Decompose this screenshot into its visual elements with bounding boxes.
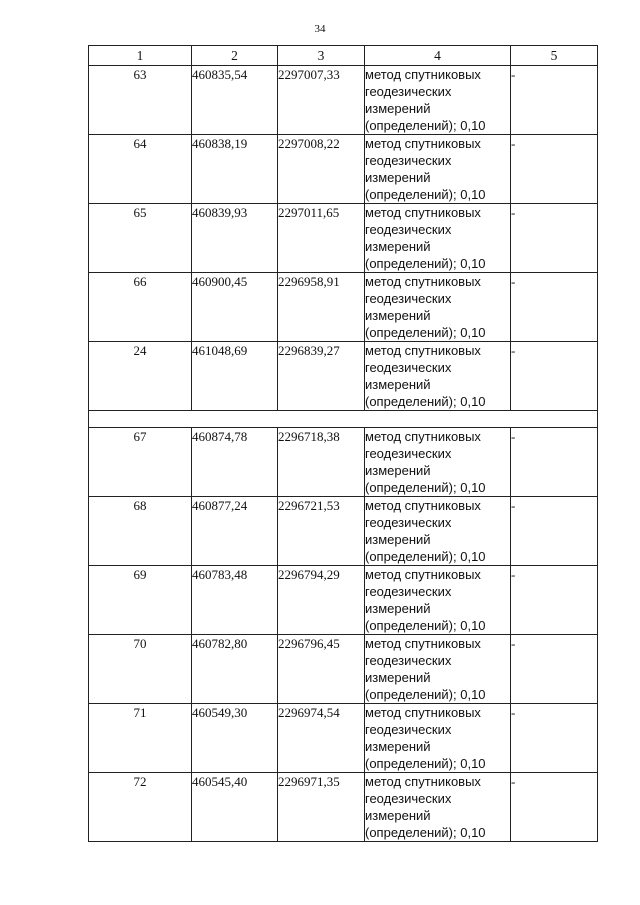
method-text-line: метод спутниковых (365, 343, 481, 358)
method-text-line: (определений); 0,10 (365, 756, 486, 771)
point-number-cell: 67 (89, 428, 192, 497)
method-text-line: геодезических (365, 653, 452, 668)
method-text-line: измерений (365, 739, 431, 754)
method-text-line: (определений); 0,10 (365, 549, 486, 564)
method-text-line: измерений (365, 808, 431, 823)
method-text-line: метод спутниковых (365, 429, 481, 444)
method-text-line: геодезических (365, 584, 452, 599)
method-text-line: измерений (365, 377, 431, 392)
x-coordinate-cell: 460874,78 (192, 428, 278, 497)
point-number-cell: 65 (89, 204, 192, 273)
y-coordinate-cell: 2296718,38 (278, 428, 365, 497)
y-coordinate-cell: 2296794,29 (278, 566, 365, 635)
method-text-line: (определений); 0,10 (365, 394, 486, 409)
x-coordinate-cell: 460835,54 (192, 66, 278, 135)
group-separator-cell (89, 411, 598, 428)
header-col-2: 2 (192, 46, 278, 66)
method-text-line: геодезических (365, 222, 452, 237)
y-coordinate-cell: 2297007,33 (278, 66, 365, 135)
x-coordinate-cell: 460783,48 (192, 566, 278, 635)
y-coordinate-cell: 2297011,65 (278, 204, 365, 273)
method-text-line: метод спутниковых (365, 567, 481, 582)
method-text-line: измерений (365, 101, 431, 116)
method-cell (365, 773, 511, 842)
y-coordinate-cell: 2296839,27 (278, 342, 365, 411)
method-text-line: измерений (365, 239, 431, 254)
method-text-line: (определений); 0,10 (365, 687, 486, 702)
note-cell: - (511, 428, 598, 497)
method-text-line: геодезических (365, 360, 452, 375)
table-row (89, 66, 598, 135)
method-text-line: измерений (365, 308, 431, 323)
method-cell (365, 704, 511, 773)
method-text-line: геодезических (365, 515, 452, 530)
table-row (89, 273, 598, 342)
note-cell: - (511, 566, 598, 635)
x-coordinate-cell: 460877,24 (192, 497, 278, 566)
method-text-line: геодезических (365, 291, 452, 306)
x-coordinate-cell: 460545,40 (192, 773, 278, 842)
note-cell: - (511, 342, 598, 411)
y-coordinate-cell: 2296721,53 (278, 497, 365, 566)
point-number-cell: 24 (89, 342, 192, 411)
header-col-3: 3 (278, 46, 365, 66)
note-cell: - (511, 204, 598, 273)
table-row (89, 704, 598, 773)
table-row (89, 135, 598, 204)
x-coordinate-cell: 460549,30 (192, 704, 278, 773)
y-coordinate-cell: 2296974,54 (278, 704, 365, 773)
method-text-line: измерений (365, 670, 431, 685)
table-header (89, 46, 598, 66)
x-coordinate-cell: 461048,69 (192, 342, 278, 411)
point-number-cell: 66 (89, 273, 192, 342)
x-coordinate-cell: 460900,45 (192, 273, 278, 342)
y-coordinate-cell: 2296796,45 (278, 635, 365, 704)
method-text-line: (определений); 0,10 (365, 325, 486, 340)
method-text-line: метод спутниковых (365, 498, 481, 513)
method-cell (365, 428, 511, 497)
x-coordinate-cell: 460782,80 (192, 635, 278, 704)
method-text-line: измерений (365, 463, 431, 478)
method-text-line: (определений); 0,10 (365, 256, 486, 271)
method-cell (365, 635, 511, 704)
note-cell: - (511, 773, 598, 842)
table-row (89, 497, 598, 566)
method-text-line: (определений); 0,10 (365, 118, 486, 133)
method-text-line: (определений); 0,10 (365, 187, 486, 202)
coordinates-table (88, 45, 598, 842)
method-text-line: метод спутниковых (365, 136, 481, 151)
note-cell: - (511, 704, 598, 773)
method-cell (365, 566, 511, 635)
method-text-line: геодезических (365, 153, 452, 168)
header-row (89, 46, 598, 66)
group-separator-row (89, 411, 598, 428)
table-row (89, 635, 598, 704)
header-col-4: 4 (365, 46, 511, 66)
y-coordinate-cell: 2296971,35 (278, 773, 365, 842)
header-col-5: 5 (511, 46, 598, 66)
point-number-cell: 68 (89, 497, 192, 566)
method-cell (365, 273, 511, 342)
method-text-line: измерений (365, 532, 431, 547)
point-number-cell: 71 (89, 704, 192, 773)
method-cell (365, 497, 511, 566)
table-row (89, 566, 598, 635)
point-number-cell: 70 (89, 635, 192, 704)
y-coordinate-cell: 2297008,22 (278, 135, 365, 204)
method-text-line: метод спутниковых (365, 705, 481, 720)
method-text-line: геодезических (365, 722, 452, 737)
method-text-line: (определений); 0,10 (365, 618, 486, 633)
table-row (89, 773, 598, 842)
x-coordinate-cell: 460839,93 (192, 204, 278, 273)
page-number: 34 (314, 23, 326, 35)
point-number-cell: 63 (89, 66, 192, 135)
table-body (89, 66, 598, 842)
method-text-line: геодезических (365, 791, 452, 806)
note-cell: - (511, 497, 598, 566)
method-cell (365, 342, 511, 411)
method-text-line: метод спутниковых (365, 205, 481, 220)
method-cell (365, 204, 511, 273)
x-coordinate-cell: 460838,19 (192, 135, 278, 204)
point-number-cell: 72 (89, 773, 192, 842)
method-text-line: метод спутниковых (365, 774, 481, 789)
point-number-cell: 64 (89, 135, 192, 204)
table-row (89, 428, 598, 497)
header-col-1: 1 (89, 46, 192, 66)
y-coordinate-cell: 2296958,91 (278, 273, 365, 342)
point-number-cell: 69 (89, 566, 192, 635)
method-cell (365, 135, 511, 204)
note-cell: - (511, 635, 598, 704)
method-text-line: измерений (365, 601, 431, 616)
method-text-line: (определений); 0,10 (365, 825, 486, 840)
note-cell: - (511, 135, 598, 204)
table-row (89, 204, 598, 273)
method-text-line: геодезических (365, 446, 452, 461)
method-cell (365, 66, 511, 135)
method-text-line: метод спутниковых (365, 67, 481, 82)
note-cell: - (511, 273, 598, 342)
note-cell: - (511, 66, 598, 135)
method-text-line: измерений (365, 170, 431, 185)
table-row (89, 342, 598, 411)
method-text-line: метод спутниковых (365, 274, 481, 289)
method-text-line: (определений); 0,10 (365, 480, 486, 495)
method-text-line: геодезических (365, 84, 452, 99)
method-text-line: метод спутниковых (365, 636, 481, 651)
